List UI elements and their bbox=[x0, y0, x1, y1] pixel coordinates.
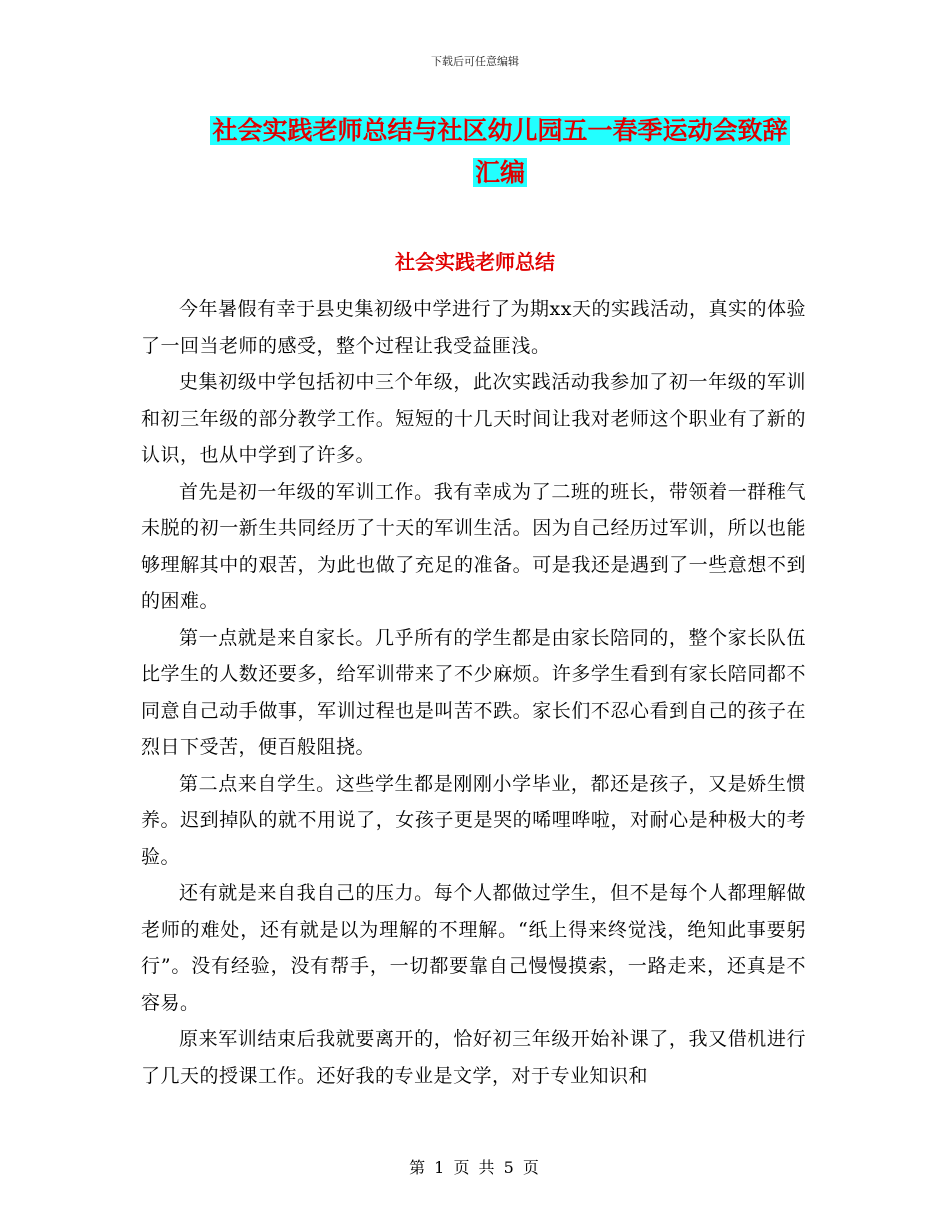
section-title: 社会实践老师总结 bbox=[395, 250, 555, 274]
paragraph: 第一点就是来自家长。几乎所有的学生都是由家长陪同的，整个家长队伍比学生的人数还要多，给军训带来了不少麻烦。许多学生看到有家长陪同都不同意自己动手做事，军训过程也是叫苦不跌。家长们不忍心看到自己的孩子在烈日下受苦，便百般阻挠。 bbox=[141, 626, 806, 758]
paragraph: 还有就是来自我自己的压力。每个人都做过学生，但不是每个人都理解做老师的难处，还有就是以为理解的不理解。“纸上得来终觉浅，绝知此事要躬行”。没有经验，没有帮手，一切都要靠自己慢慢摸索，一路走来，还真是不容易。 bbox=[141, 882, 806, 1014]
paragraph: 原来军训结束后我就要离开的，恰好初三年级开始补课了，我又借机进行了几天的授课工作。还好我的专业是文学，对于专业知识和 bbox=[141, 1028, 806, 1087]
body-text bbox=[141, 291, 806, 1094]
page-header-note: 下载后可任意编辑 bbox=[431, 55, 519, 68]
paragraph: 史集初级中学包括初中三个年级，此次实践活动我参加了初一年级的军训和初三年级的部分教学工作。短短的十几天时间让我对老师这个职业有了新的认识，也从中学到了许多。 bbox=[141, 371, 806, 466]
paragraph: 今年暑假有幸于县史集初级中学进行了为期xx天的实践活动，真实的体验了一回当老师的感受，整个过程让我受益匪浅。 bbox=[141, 298, 806, 357]
page-number-footer: 第 1 页 共 5 页 bbox=[409, 1158, 541, 1177]
paragraph: 首先是初一年级的军训工作。我有幸成为了二班的班长，带领着一群稚气未脱的初一新生共同经历了十天的军训生活。因为自己经历过军训，所以也能够理解其中的艰苦，为此也做了充足的准备。可是我还是遇到了一些意想不到的困难。 bbox=[141, 480, 806, 612]
document-title-line-2: 汇编 bbox=[474, 158, 525, 187]
document-title-line-1: 社会实践老师总结与社区幼儿园五一春季运动会致辞 bbox=[212, 116, 788, 145]
document-title bbox=[190, 110, 810, 194]
paragraph: 第二点来自学生。这些学生都是刚刚小学毕业，都还是孩子，又是娇生惯养。迟到掉队的就不用说了，女孩子更是哭的唏哩哗啦，对耐心是种极大的考验。 bbox=[141, 772, 806, 868]
